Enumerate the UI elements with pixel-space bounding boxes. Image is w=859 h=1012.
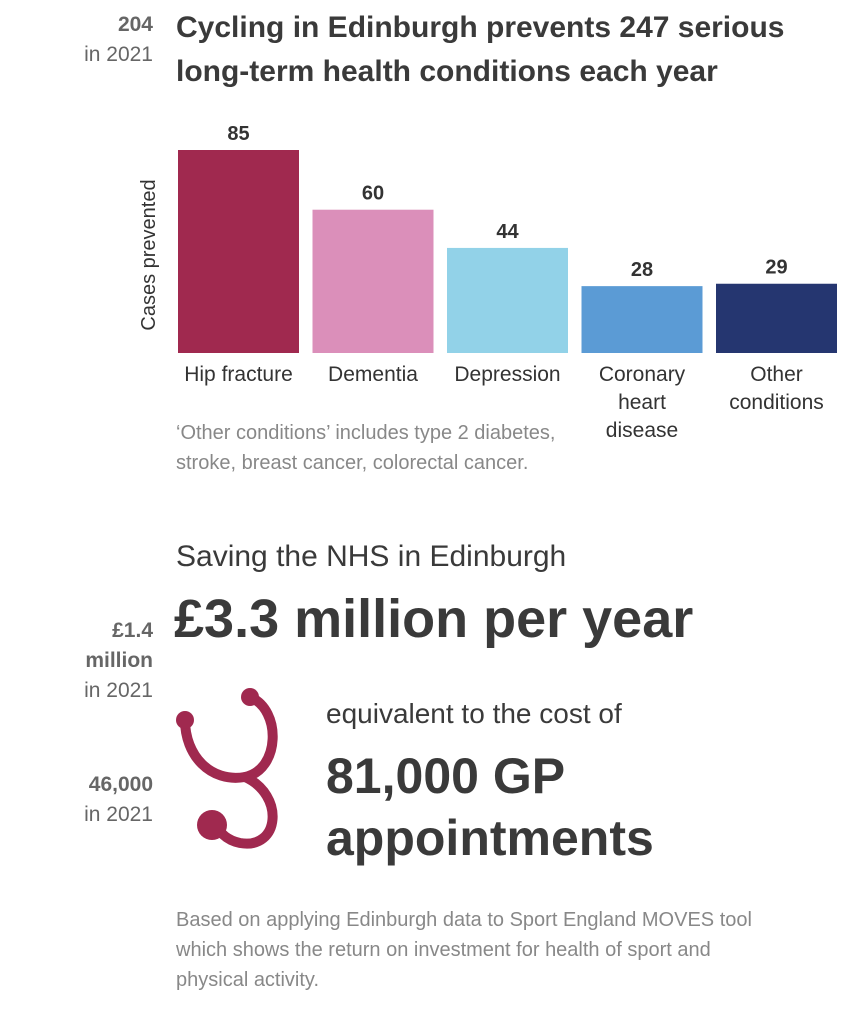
bar-4 bbox=[716, 284, 837, 353]
bar-3 bbox=[582, 286, 703, 353]
gp-intro-text: equivalent to the cost of bbox=[326, 698, 622, 729]
gp-2021-comparison bbox=[84, 770, 153, 830]
category-label-3: Coronary heart disease bbox=[598, 363, 686, 442]
cases-2021-value: 204 bbox=[117, 13, 153, 36]
bar-0 bbox=[178, 150, 299, 353]
chart-footnote: ‘Other conditions’ includes type 2 diabetes, stroke, breast cancer, colorectal cancer. bbox=[176, 422, 556, 474]
gp-2021-label: in 2021 bbox=[84, 803, 153, 826]
bar-value-label-0: 85 bbox=[227, 123, 250, 145]
category-label-0: Hip fracture bbox=[184, 363, 293, 386]
source-note: Based on applying Edinburgh data to Sport England MOVES tool which shows the return on investment for health of sport and physical activity. bbox=[176, 909, 752, 991]
stethoscope-icon bbox=[170, 685, 310, 855]
bar-value-label-3: 28 bbox=[630, 259, 654, 282]
savings-2021-label: in 2021 bbox=[84, 679, 153, 702]
savings-2021-value-1: £1.4 bbox=[112, 619, 153, 642]
page-title: Cycling in Edinburgh prevents 247 serious long-term health conditions each year bbox=[176, 11, 785, 88]
savings-amount: £3.3 million per year bbox=[174, 589, 694, 649]
category-label-2: Depression bbox=[454, 363, 561, 386]
cases-prevented-bar-chart bbox=[125, 110, 845, 450]
bar-value-label-1: 60 bbox=[361, 182, 385, 205]
y-axis-label: Cases prevented bbox=[138, 179, 160, 331]
bar-2 bbox=[447, 248, 568, 353]
bar-value-label-2: 44 bbox=[496, 220, 519, 243]
savings-2021-value-2: million bbox=[85, 649, 153, 672]
cases-2021-label: in 2021 bbox=[84, 43, 153, 66]
category-label-1: Dementia bbox=[328, 363, 418, 386]
bar-value-label-4: 29 bbox=[765, 256, 788, 279]
savings-2021-comparison bbox=[84, 616, 153, 706]
gp-appointments-value: 81,000 GP appointments bbox=[326, 748, 654, 866]
savings-heading: Saving the NHS in Edinburgh bbox=[176, 540, 567, 573]
bar-1 bbox=[313, 210, 434, 353]
category-label-4: Other conditions bbox=[729, 363, 824, 414]
gp-2021-value: 46,000 bbox=[88, 773, 153, 796]
cases-2021-comparison bbox=[84, 10, 153, 70]
